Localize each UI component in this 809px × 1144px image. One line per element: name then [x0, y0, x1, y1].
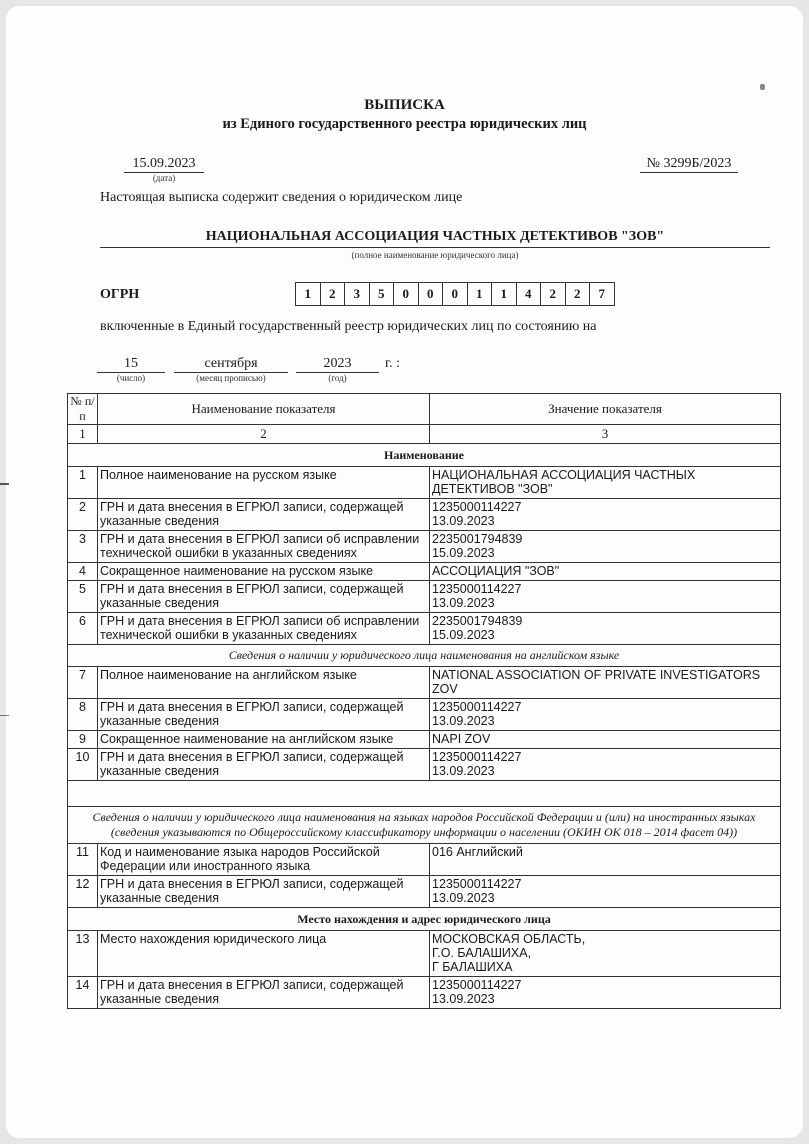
- table-row: [68, 581, 781, 613]
- ogrn-digit: 1: [492, 282, 517, 306]
- state-day: 15: [97, 356, 165, 373]
- table-row: [68, 531, 781, 563]
- ogrn-digit-boxes: [295, 282, 615, 306]
- row-value: NAPI ZOV: [430, 731, 781, 749]
- row-number: 1: [68, 467, 98, 499]
- header-number: № п/п: [68, 394, 98, 425]
- grn: 2235001794839: [432, 532, 523, 546]
- row-name: ГРН и дата внесения в ЕГРЮЛ записи, содержащей указанные сведения: [98, 699, 430, 731]
- row-name: ГРН и дата внесения в ЕГРЮЛ записи об исправлении технической ошибки в указанных сведениях: [98, 613, 430, 645]
- section-row: [68, 807, 781, 844]
- row-value: [430, 931, 781, 977]
- row-value: НАЦИОНАЛЬНАЯ АССОЦИАЦИЯ ЧАСТНЫХ ДЕТЕКТИВОВ "ЗОВ": [430, 467, 781, 499]
- row-number: 6: [68, 613, 98, 645]
- row-name: Полное наименование на русском языке: [98, 467, 430, 499]
- ogrn-digit: 0: [394, 282, 419, 306]
- table-row: [68, 844, 781, 876]
- ogrn-digit: 1: [468, 282, 493, 306]
- grn: 1235000114227: [432, 500, 522, 514]
- header-indicator-value: Значение показателя: [430, 394, 781, 425]
- index-cell: 2: [98, 425, 430, 444]
- row-value: [430, 581, 781, 613]
- row-name: ГРН и дата внесения в ЕГРЮЛ записи, содержащей указанные сведения: [98, 749, 430, 781]
- grn-date: 13.09.2023: [432, 596, 495, 610]
- section-languages-note: (сведения указываются по Общероссийскому классификатору информации о населении (ОКИН ОК 018 – 2014 фасет 04)): [110, 825, 738, 839]
- section-naming: Наименование: [68, 444, 781, 467]
- entity-name-caption: (полное наименование юридического лица): [351, 250, 519, 260]
- row-name: Сокращенное наименование на английском языке: [98, 731, 430, 749]
- row-number: 4: [68, 563, 98, 581]
- extract-table: [67, 393, 781, 1009]
- table-row: [68, 467, 781, 499]
- grn-date: 13.09.2023: [432, 514, 495, 528]
- state-year-suffix: г. :: [385, 356, 401, 371]
- scan-edge-line: [0, 715, 9, 716]
- section-languages-title: Сведения о наличии у юридического лица наименования на языках народов Российской Федерации и (или) на иностранных языках: [92, 810, 756, 824]
- intro-text: Настоящая выписка содержит сведения о юридическом лице: [100, 190, 463, 205]
- table-row: [68, 876, 781, 908]
- extract-date-caption: (дата): [152, 173, 176, 183]
- ogrn-digit: 7: [590, 282, 615, 306]
- table-header-row: [68, 394, 781, 425]
- address-district: Г.О. БАЛАШИХА,: [432, 946, 532, 960]
- address-city: Г БАЛАШИХА: [432, 960, 513, 974]
- grn: 1235000114227: [432, 700, 522, 714]
- ogrn-label: ОГРН: [100, 287, 140, 302]
- table-row: [68, 931, 781, 977]
- table-row: [68, 563, 781, 581]
- grn-date: 13.09.2023: [432, 764, 495, 778]
- grn: 1235000114227: [432, 582, 522, 596]
- entity-name-block: [100, 229, 770, 260]
- table-row: [68, 667, 781, 699]
- row-name: ГРН и дата внесения в ЕГРЮЛ записи, содержащей указанные сведения: [98, 581, 430, 613]
- ogrn-digit: 2: [321, 282, 346, 306]
- row-name: Полное наименование на английском языке: [98, 667, 430, 699]
- row-value: [430, 531, 781, 563]
- row-value: 016 Английский: [430, 844, 781, 876]
- table-row: [68, 977, 781, 1009]
- row-value: АССОЦИАЦИЯ "ЗОВ": [430, 563, 781, 581]
- state-month-block: [174, 356, 288, 383]
- table-row: [68, 613, 781, 645]
- grn: 1235000114227: [432, 978, 522, 992]
- row-name: ГРН и дата внесения в ЕГРЮЛ записи об исправлении технической ошибки в указанных сведениях: [98, 531, 430, 563]
- table-row: [68, 731, 781, 749]
- ogrn-digit: 3: [345, 282, 370, 306]
- row-number: 14: [68, 977, 98, 1009]
- extract-date: 15.09.2023: [124, 156, 204, 173]
- address-region: МОСКОВСКАЯ ОБЛАСТЬ,: [432, 932, 586, 946]
- row-name: ГРН и дата внесения в ЕГРЮЛ записи, содержащей указанные сведения: [98, 499, 430, 531]
- extract-number: № 3299Б/2023: [640, 156, 738, 173]
- empty-row: [68, 781, 781, 807]
- state-day-caption: (число): [116, 373, 146, 383]
- row-name: Сокращенное наименование на русском языке: [98, 563, 430, 581]
- ogrn-digit: 4: [517, 282, 542, 306]
- grn: 2235001794839: [432, 614, 523, 628]
- index-cell: 3: [430, 425, 781, 444]
- row-number: 10: [68, 749, 98, 781]
- index-cell: 1: [68, 425, 98, 444]
- ogrn-digit: 0: [419, 282, 444, 306]
- row-value: [430, 749, 781, 781]
- empty-cell: [68, 781, 781, 807]
- row-number: 13: [68, 931, 98, 977]
- state-day-block: [97, 356, 165, 383]
- table-row: [68, 499, 781, 531]
- ogrn-digit: 2: [541, 282, 566, 306]
- state-month-caption: (месяц прописью): [196, 373, 266, 383]
- document-subtitle: из Единого государственного реестра юридических лиц: [222, 116, 587, 132]
- section-languages: [68, 807, 781, 844]
- section-english-name: Сведения о наличии у юридического лица наименования на английском языке: [68, 645, 781, 667]
- table-index-row: [68, 425, 781, 444]
- ogrn-digit: 0: [443, 282, 468, 306]
- row-value: NATIONAL ASSOCIATION OF PRIVATE INVESTIGATORS ZOV: [430, 667, 781, 699]
- row-value: [430, 499, 781, 531]
- grn-date: 15.09.2023: [432, 628, 495, 642]
- grn-date: 13.09.2023: [432, 714, 495, 728]
- row-number: 11: [68, 844, 98, 876]
- extract-date-block: [124, 156, 204, 183]
- row-value: [430, 977, 781, 1009]
- row-name: ГРН и дата внесения в ЕГРЮЛ записи, содержащей указанные сведения: [98, 977, 430, 1009]
- row-number: 5: [68, 581, 98, 613]
- state-year: 2023: [296, 356, 379, 373]
- header-indicator-name: Наименование показателя: [98, 394, 430, 425]
- grn: 1235000114227: [432, 877, 522, 891]
- grn-date: 13.09.2023: [432, 891, 495, 905]
- state-as-of-text: включенные в Единый государственный реестр юридических лиц по состоянию на: [100, 319, 597, 334]
- section-row: [68, 908, 781, 931]
- table-row: [68, 699, 781, 731]
- grn: 1235000114227: [432, 750, 522, 764]
- ogrn-digit: 5: [370, 282, 395, 306]
- state-year-block: [296, 356, 379, 383]
- section-row: [68, 444, 781, 467]
- state-year-caption: (год): [328, 373, 347, 383]
- document-title: ВЫПИСКА: [364, 97, 445, 113]
- row-number: 12: [68, 876, 98, 908]
- row-number: 3: [68, 531, 98, 563]
- row-value: [430, 699, 781, 731]
- scan-speck: [760, 84, 765, 90]
- row-name: Место нахождения юридического лица: [98, 931, 430, 977]
- row-number: 2: [68, 499, 98, 531]
- grn-date: 15.09.2023: [432, 546, 495, 560]
- row-number: 7: [68, 667, 98, 699]
- section-row: [68, 645, 781, 667]
- row-name: ГРН и дата внесения в ЕГРЮЛ записи, содержащей указанные сведения: [98, 876, 430, 908]
- ogrn-digit: 1: [296, 282, 321, 306]
- state-month: сентября: [174, 356, 288, 373]
- section-address: Место нахождения и адрес юридического лица: [68, 908, 781, 931]
- row-number: 9: [68, 731, 98, 749]
- scan-edge-line: [0, 483, 9, 485]
- grn-date: 13.09.2023: [432, 992, 495, 1006]
- row-number: 8: [68, 699, 98, 731]
- row-value: [430, 876, 781, 908]
- row-value: [430, 613, 781, 645]
- table-row: [68, 749, 781, 781]
- entity-full-name: НАЦИОНАЛЬНАЯ АССОЦИАЦИЯ ЧАСТНЫХ ДЕТЕКТИВОВ "ЗОВ": [100, 229, 770, 248]
- row-name: Код и наименование языка народов Российской Федерации или иностранного языка: [98, 844, 430, 876]
- ogrn-digit: 2: [566, 282, 591, 306]
